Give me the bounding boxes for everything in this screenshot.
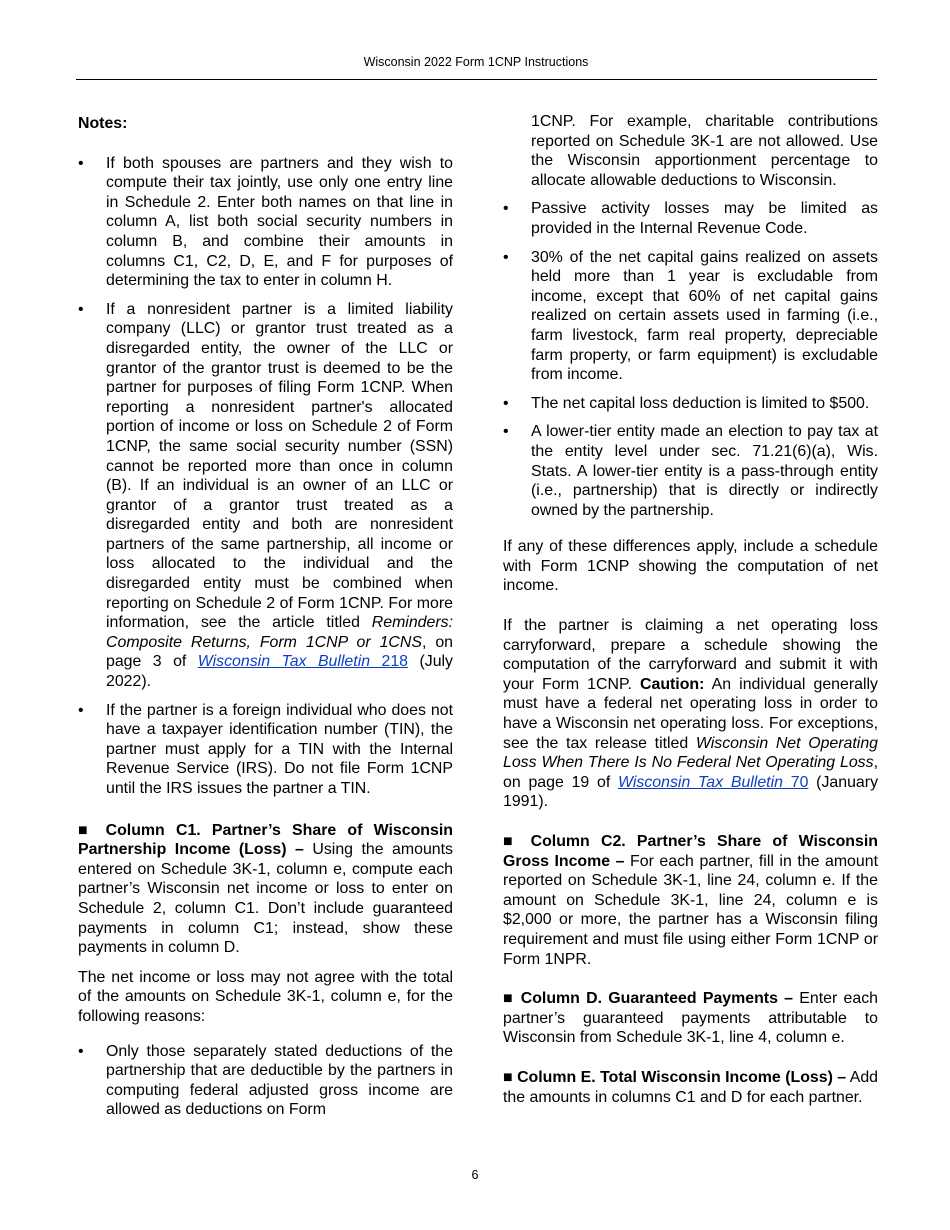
square-bullet: ■ [503, 833, 520, 850]
note-llc-text-b: , on page 3 of [106, 633, 453, 671]
reason-deductions-text: Only those separately stated deductions of the partnership that are deductible by the partners in computing federal adjusted gross income are allowed as deductions on Form [106, 1042, 453, 1119]
bullet-glyph: • [78, 701, 84, 719]
reasons-list [78, 1042, 453, 1120]
list-item [503, 199, 878, 238]
square-bullet: ■ [78, 821, 95, 839]
left-column [78, 112, 453, 1129]
tax-bulletin-70-link[interactable]: Wisconsin Tax Bulletin 70 [618, 773, 809, 791]
bullet-glyph: • [503, 394, 509, 412]
column-c1-text: Using the amounts entered on Schedule 3K-1, column e, compute each partner’s Wisconsin net income or loss to enter on Schedule 2, column C1. Don’t include guaranteed payments in column C1; instead, show these payments in column D. [78, 841, 453, 957]
note-llc-text: If a nonresident partner is a limited liability company (LLC) or grantor trust treated as a disregarded entity, the owner of the LLC or grantor of the grantor trust is deemed to be the partner for purposes of filing Form 1CNP. When reporting a nonresident partner's allocated portion of income or loss on Schedule 2 of Form 1CNP, the same social security number (SSN) cannot be reported more than once in column (B). If an individual is an owner of an LLC or grantor of a grantor trust treated as a disregarded entity and both are nonresident partners of the same partnership, all income or loss allocated to the individual and the disregarded entity must be combined when reporting on Schedule 2 of Form 1CNP. For more information, see the article titled [106, 300, 453, 632]
column-c2-heading: Column C2. Partner’s Share of Wisconsin Gross Income – [503, 833, 878, 870]
bullet-glyph: • [503, 200, 509, 218]
column-e-text: Add the amounts in columns C1 and D for each partner. [503, 1068, 878, 1106]
column-d-heading: Column D. Guaranteed Payments – [514, 990, 794, 1008]
column-d-text: Enter each partner’s guaranteed payments attributable to Wisconsin from Schedule 3K-1, line 4, column e. [503, 990, 878, 1047]
square-bullet: ■ [503, 1068, 513, 1086]
note-foreign-text: If the partner is a foreign individual who does not have a taxpayer identification number (TIN), the partner must apply for a TIN with the Internal Revenue Service (IRS). Do not file Form 1CNP until the IRS issues the partner a TIN. [106, 701, 453, 797]
differences-paragraph: If any of these differences apply, include a schedule with Form 1CNP showing the computation of net income. [503, 538, 878, 595]
bullet-glyph: • [503, 248, 509, 266]
reason-capital-gains-text: 30% of the net capital gains realized on assets held more than 1 year is excludable from income, except that 60% of net capital gains realized on certain assets used in farming (i.e., farm livestock, farm real property, depreciable farm property, or farm equipment) is excludable from income. [531, 248, 878, 384]
list-item [503, 394, 878, 414]
note-llc-text-c: (July 2022). [106, 653, 454, 691]
reason-capital-loss-text: The net capital loss deduction is limited to $500. [531, 394, 870, 412]
list-item [503, 248, 878, 385]
net-income-paragraph: The net income or loss may not agree with the total of the amounts on Schedule 3K-1, column e, for the following reasons: [78, 968, 453, 1025]
list-item [78, 1042, 453, 1120]
reason-passive-text: Passive activity losses may be limited as provided in the Internal Revenue Code. [531, 200, 878, 237]
article-title: Reminders: Composite Returns, Form 1CNP or 1CNS [106, 614, 453, 651]
reason-deductions-continued: 1CNP. For example, charitable contributions reported on Schedule 3K-1 are not allowed. Use the Wisconsin apportionment percentage to allocate allowable deductions to Wisconsin. [531, 113, 878, 189]
column-c2-text: For each partner, fill in the amount reported on Schedule 3K-1, line 24, column e. If the amount on Schedule 3K-1, line 24, column e is $2,000 or more, the partner has a Wisconsin filing requirement and must file using either Form 1CNP or Form 1NPR. [503, 852, 878, 968]
release-title: Wisconsin Net Operating Loss When There Is No Federal Net Operating Loss [503, 734, 878, 772]
notes-list [78, 154, 453, 799]
right-column [503, 112, 878, 1107]
list-item [78, 300, 453, 692]
page-header: Wisconsin 2022 Form 1CNP Instructions [363, 55, 589, 69]
list-item [78, 701, 453, 799]
column-c1-heading: Column C1. Partner’s Share of Wisconsin Partnership Income (Loss) – [78, 821, 453, 859]
column-c2-section [503, 832, 878, 969]
tax-bulletin-218-link[interactable]: Wisconsin Tax Bulletin 218 [197, 653, 409, 671]
column-e-section [503, 1068, 878, 1107]
bullet-glyph: • [78, 154, 84, 172]
page-number: 6 [471, 1168, 479, 1182]
square-bullet: ■ [503, 990, 515, 1008]
reasons-list-continued [503, 199, 878, 520]
bullet-glyph: • [78, 1042, 84, 1060]
column-e-heading: Column E. Total Wisconsin Income (Loss) – [512, 1068, 847, 1086]
nol-paragraph: If the partner is claiming a net operating loss carryforward, prepare a schedule showing the computation of the carryforward and submit it with your Form 1CNP. Caution: An individual generally must have a federal net operating loss in order to have a Wisconsin net operating loss. For exceptions, see the tax release titled Wisconsin Net Operating Loss When There Is No Federal Net Operating Loss, on page 19 of Wisconsin Tax Bulletin 70 (January 1991). [503, 617, 879, 811]
note-spouses-text: If both spouses are partners and they wish to compute their tax jointly, use only one entry line in Schedule 2. Enter both names on that line in column A, list both social security numbers in column B, and combine their amounts in columns C1, C2, D, E, and F for purposes of determining the tax to enter in column H. [106, 154, 453, 290]
caution-label: Caution: [640, 675, 705, 693]
bullet-glyph: • [503, 423, 509, 441]
column-c1-section [78, 821, 453, 958]
bullet-glyph: • [78, 300, 84, 318]
reason-lower-tier-text: A lower-tier entity made an election to pay tax at the entity level under sec. 71.21(6)(a), Wis. Stats. A lower-tier entity is a pass-through entity (i.e., partnership) that is directly or indirectly owned by the partnership. [531, 423, 878, 519]
header-rule [76, 79, 877, 80]
list-item [78, 154, 453, 291]
notes-title: Notes: [78, 115, 128, 132]
column-d-section [503, 989, 878, 1048]
list-item [503, 422, 878, 520]
